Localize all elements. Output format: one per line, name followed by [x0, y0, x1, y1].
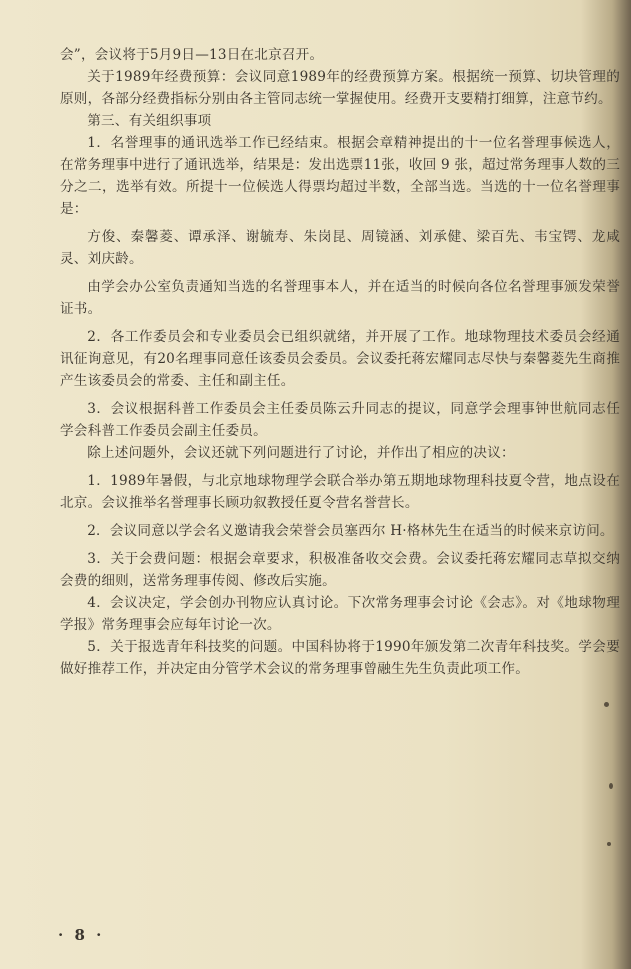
scan-speck: [607, 842, 611, 846]
page-number: · 8 ·: [58, 926, 105, 944]
paragraph-summer-camp: 1．1989年暑假，与北京地球物理学会联合举办第五期地球物理科技夏令营，地点设在北京。会议推举名誉理事长顾功叙教授任夏令营名誉营长。: [60, 473, 620, 511]
paragraph-certificates: 由学会办公室负责通知当选的名誉理事本人，并在适当的时候向各位名誉理事颁发荣誉证书。: [60, 279, 620, 317]
paragraph-youth-award: 5．关于报选青年科技奖的问题。中国科协将于1990年颁发第二次青年科技奖。学会要做好推荐工作，并决定由分管学术会议的常务理事曾融生先生负责此项工作。: [60, 639, 620, 677]
paragraph-green-visit: 2．会议同意以学会名义邀请我会荣誉会员塞西尔 H·格林先生在适当的时候来京访问。: [87, 523, 614, 539]
paragraph-science-popularization: 3．会议根据科普工作委员会主任委员陈云升同志的提议，同意学会理事钟世航同志任学会科普工作委员会副主任委员。: [60, 401, 620, 439]
paragraph-honorary-election: 1．名誉理事的通讯选举工作已经结束。根据会章精神提出的十一位名誉理事候选人，在常务理事中进行了通讯选举，结果是：发出选票11张，收回 9 张，超过常务理事人数的三分之二，选举有效。所提十一位候选人得票均超过半数，全部当选。当选的十一位名誉理事是：: [60, 135, 620, 217]
paragraph-committees: 2．各工作委员会和专业委员会已组织就绪，并开展了工作。地球物理技术委员会经通讯征询意见，有20名理事同意任该委员会委员。会议委托蒋宏耀同志尽快与秦馨菱先生商推产生该委员会的常委、主任和副主任。: [60, 329, 620, 389]
scan-speck: [604, 702, 609, 707]
document-body: [60, 44, 620, 680]
paragraph-journals: 4．会议决定，学会创办刊物应认真讨论。下次常务理事会讨论《会志》。对《地球物理学报》常务理事会应每年讨论一次。: [60, 595, 620, 633]
section-heading-organization: 第三、有关组织事项: [87, 113, 212, 129]
paragraph-elected-names: 方俊、秦馨菱、谭承泽、谢毓寿、朱岗昆、周镜涵、刘承健、梁百先、韦宝锷、龙咸灵、刘庆龄。: [60, 229, 620, 267]
scan-speck: [609, 783, 613, 789]
paragraph-other-issues: 除上述问题外，会议还就下列问题进行了讨论，并作出了相应的决议：: [87, 445, 515, 461]
paragraph-continuation: 会”，会议将于5月9日—13日在北京召开。: [60, 47, 324, 63]
paragraph-membership-fees: 3．关于会费问题：根据会章要求，积极准备收交会费。会议委托蒋宏耀同志草拟交纳会费的细则，送常务理事传阅、修改后实施。: [60, 551, 620, 589]
paragraph-budget: 关于1989年经费预算：会议同意1989年的经费预算方案。根据统一预算、切块管理的原则，各部分经费指标分别由各主管同志统一掌握使用。经费开支要精打细算，注意节约。: [60, 69, 620, 107]
